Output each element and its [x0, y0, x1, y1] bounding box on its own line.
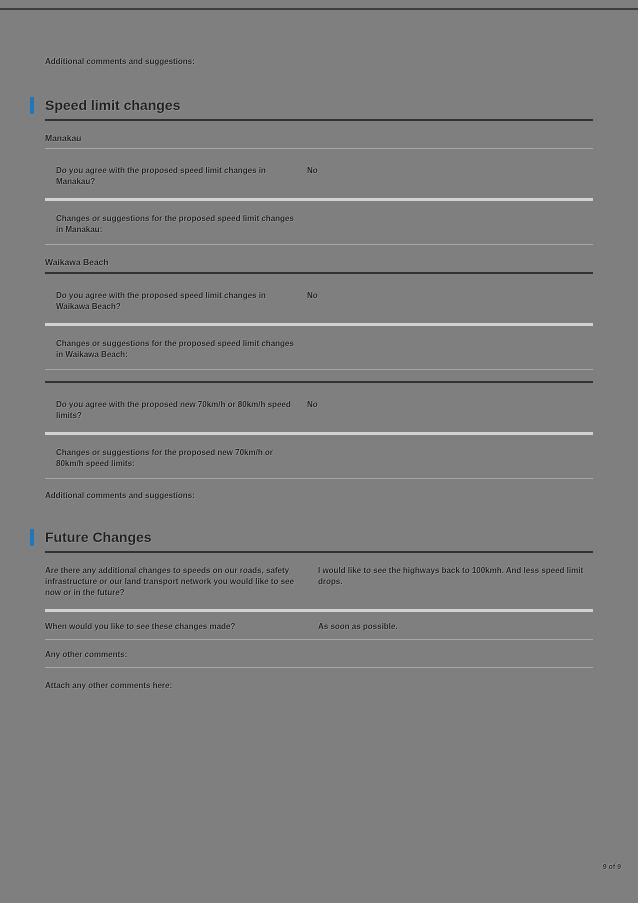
carryover-label: Additional comments and suggestions: [45, 57, 195, 66]
row-separator [45, 478, 593, 479]
heading-accent-bar [30, 529, 34, 546]
row-separator [45, 244, 593, 245]
heading-accent-bar [30, 97, 34, 114]
question-text: Do you agree with the proposed new 70km/h or 80km/h speed limits? [56, 400, 291, 420]
qa-row [45, 326, 593, 369]
row-separator [45, 369, 593, 370]
answer-text: No [307, 400, 318, 409]
section-heading-speed-limit-changes [45, 97, 593, 121]
answer-text: No [307, 166, 318, 175]
question-text: Attach any other comments here: [45, 681, 173, 690]
answer-text: As soon as possible. [318, 622, 398, 631]
section-heading-future-changes [45, 529, 593, 553]
question-text: Changes or suggestions for the proposed speed limit changes in Waikawa Beach: [56, 339, 294, 359]
qa-row [45, 149, 593, 198]
page-content [45, 0, 593, 698]
qa-row [45, 668, 593, 698]
qa-row [45, 383, 593, 432]
question-text: Are there any additional changes to speeds on our roads, safety infrastructure or our land transport network you would like to see now or in the future? [45, 566, 294, 597]
answer-text: No [307, 291, 318, 300]
answer-text: I would like to see the highways back to 100kmh. And less speed limit drops. [318, 566, 584, 586]
subsection-title-waikawa-beach: Waikawa Beach [45, 257, 593, 274]
section-heading-label: Speed limit changes [45, 97, 181, 113]
question-text: Do you agree with the proposed speed limit changes in Manakau? [56, 166, 266, 186]
qa-row [45, 640, 593, 667]
additional-comments-label: Additional comments and suggestions: [45, 491, 195, 500]
page-number: 9 of 9 [602, 864, 621, 871]
qa-row [45, 553, 593, 609]
question-text: Do you agree with the proposed speed limit changes in Waikawa Beach? [56, 291, 266, 311]
qa-row [45, 435, 593, 478]
question-text: When would you like to see these changes made? [45, 622, 236, 631]
qa-row [45, 274, 593, 323]
question-text: Changes or suggestions for the proposed new 70km/h or 80km/h speed limits: [56, 448, 273, 468]
subsection-title-manakau: Manakau [45, 133, 593, 149]
question-text: Changes or suggestions for the proposed speed limit changes in Manakau: [56, 214, 294, 234]
qa-row [45, 201, 593, 244]
question-text: Any other comments: [45, 650, 128, 659]
section-heading-label: Future Changes [45, 529, 152, 545]
qa-row [45, 612, 593, 639]
